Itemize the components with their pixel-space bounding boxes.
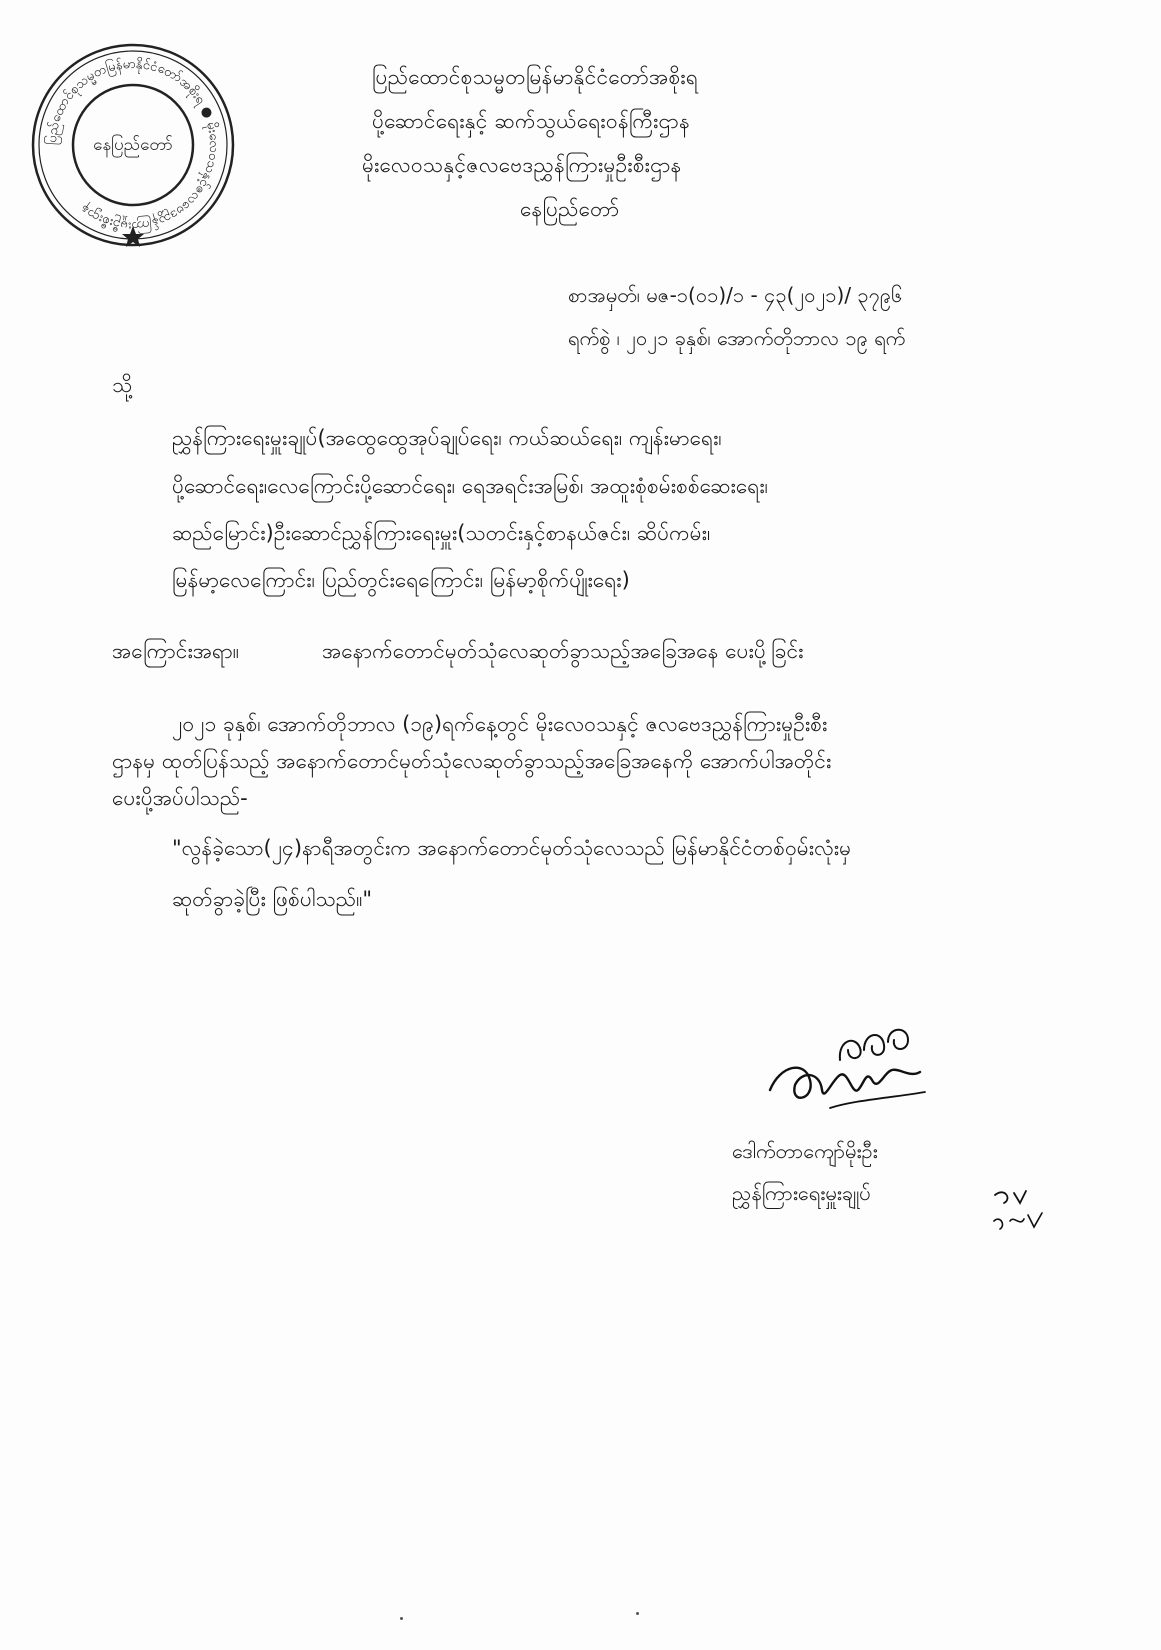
letter-date: ရက်စွဲ ၊ ၂၀၂၁ ခုနှစ်၊ အောက်တိုဘာလ ၁၉ ရက် — [568, 326, 906, 350]
handwritten-signature — [760, 1020, 960, 1130]
recipients-line-3: ဆည်မြောင်း)ဦးဆောင်ညွှန်ကြားရေးမှူး(သတင်းနှင့်စာနယ်ဇင်း၊ ဆိပ်ကမ်း၊ — [172, 521, 711, 545]
header-government: ပြည်ထောင်စုသမ္မတမြန်မာနိုင်ငံတော်အစိုးရ — [372, 65, 699, 89]
header-city: နေပြည်တော် — [520, 197, 620, 221]
recipients-line-1: ညွှန်ကြားရေးမှူးချုပ်(အထွေထွေအုပ်ချုပ်ရေး၊ ကယ်ဆယ်ရေး၊ ကျန်းမာရေး၊ — [172, 426, 722, 450]
seal-center-text: နေပြည်တော် — [93, 135, 173, 155]
body-line-3: ပေးပို့အပ်ပါသည်- — [112, 786, 248, 810]
quote-line-2: ဆုတ်ခွာခဲ့ပြီး ဖြစ်ပါသည်။" — [172, 887, 373, 911]
to-label: သို့ — [112, 373, 133, 397]
header-department: မိုးလေဝသနှင့်ဇလဗေဒညွှန်ကြားမှုဦးစီးဌာန — [362, 153, 682, 177]
recipients-line-2: ပို့ဆောင်ရေး၊လေကြောင်းပို့ဆောင်ရေး၊ ရေအရင်းအမြစ်၊ အထူးစုံစမ်းစစ်ဆေးရေး၊ — [172, 474, 768, 498]
subject-label: အကြောင်းအရာ။ — [112, 639, 240, 663]
signatory-name: ဒေါက်တာကျော်မိုးဦး — [732, 1139, 878, 1163]
handwritten-initials — [990, 1185, 1050, 1235]
letter-number: စာအမှတ်၊ မဇ-၁(၀၁)/၁ - ၄၃(၂၀၂၁)/ ၃၇၉၆ — [568, 283, 903, 307]
body-line-2: ဌာနမှ ထုတ်ပြန်သည့် အနောက်တောင်မုတ်သုံလေဆုတ်ခွာသည့်အခြေအနေကို အောက်ပါအတိုင်း — [112, 749, 832, 773]
scan-speck — [400, 1617, 403, 1620]
quote-line-1: "လွန်ခဲ့သော(၂၄)နာရီအတွင်းက အနောက်တောင်မုတ်သုံလေသည် မြန်မာနိုင်ငံတစ်ဝှမ်းလုံးမှ — [172, 836, 852, 860]
seal-ring-text: ပြည်ထောင်စုသမ္မတမြန်မာနိုင်ငံတော်အစိုးရ ● မိုးလေဝသနှင့်ဇလဗေဒညွှန်ကြားမှုဦးစီးဌာန — [44, 56, 222, 234]
recipients-line-4: မြန်မာ့လေကြောင်း၊ ပြည်တွင်းရေကြောင်း၊ မြန်မာ့စိုက်ပျိုးရေး) — [172, 568, 630, 592]
signatory-title: ညွှန်ကြားရေးမှူးချုပ် — [732, 1181, 871, 1205]
body-line-1: ၂၀၂၁ ခုနှစ်၊ အောက်တိုဘာလ (၁၉)ရက်နေ့တွင် မိုးလေဝသနှင့် ဇလဗေဒညွှန်ကြားမှုဦးစီး — [172, 712, 828, 736]
official-seal-stamp — [28, 40, 238, 250]
subject-text: အနောက်တောင်မုတ်သုံလေဆုတ်ခွာသည့်အခြေအနေ ပေးပို့ခြင်း — [322, 639, 804, 663]
scan-speck — [636, 1612, 639, 1615]
header-ministry: ပို့ဆောင်ရေးနှင့် ဆက်သွယ်ရေးဝန်ကြီးဌာန — [372, 109, 691, 133]
